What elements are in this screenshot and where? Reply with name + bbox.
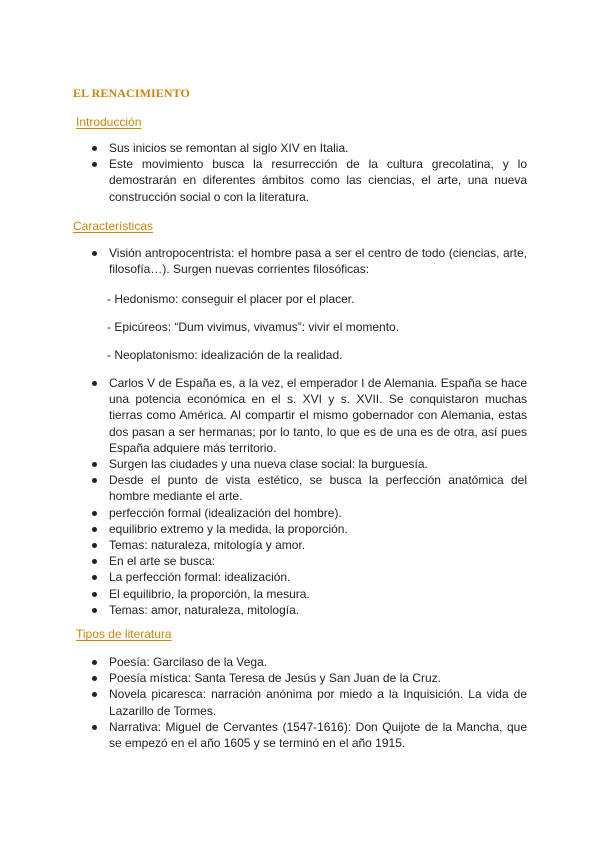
sub-item-neoplatonismo: - Neoplatonismo: idealización de la realidad. [107, 348, 343, 362]
list-item: perfección formal (idealización del hombre). [96, 505, 527, 521]
list-item: Carlos V de España es, a la vez, el emperador I de Alemania. España se hace una potencia económica en el s. XVI y s. XVII. Se conquistaron muchas tierras como América. Al compartir el mismo gobernador con Alemania, estas dos pasan a ser hermanas; por lo tanto, lo que es de una es de otra, así pues España adquiere más territorio. [96, 375, 527, 456]
list-item: Desde el punto de vista estético, se busca la perfección anatómica del hombre mediante el arte. [96, 472, 527, 504]
list-item: Sus inicios se remontan al siglo XIV en Italia. [96, 140, 527, 156]
heading-tipos-literatura: Tipos de literatura [76, 627, 172, 641]
heading-introduccion: Introducción [76, 115, 142, 129]
list-introduccion [96, 140, 527, 205]
list-caracteristicas-intro [96, 245, 527, 277]
list-item: El equilibrio, la proporción, la mesura. [96, 586, 527, 602]
list-caracteristicas [96, 375, 527, 618]
list-item: Temas: naturaleza, mitología y amor. [96, 537, 527, 553]
list-item: Novela picaresca: narración anónima por miedo a la Inquisición. La vida de Lazarillo de Tormes. [96, 686, 527, 718]
list-item: La perfección formal: idealización. [96, 569, 527, 585]
sub-item-epicureos: - Epicúreos: “Dum vivimus, vivamus”: vivir el momento. [107, 320, 400, 334]
list-item: Narrativa: Miguel de Cervantes (1547-1616): Don Quijote de la Mancha, que se empezó en el año 1605 y se terminó en el año 1915. [96, 719, 527, 751]
list-tipos-literatura [96, 654, 527, 751]
list-item: Visión antropocentrista: el hombre pasa a ser el centro de todo (ciencias, arte, filosofía…). Surgen nuevas corrientes filosóficas: [96, 245, 527, 277]
list-item: Surgen las ciudades y una nueva clase social: la burguesía. [96, 456, 527, 472]
sub-item-hedonismo: - Hedonismo: conseguir el placer por el placer. [107, 292, 355, 306]
list-item: equilibrio extremo y la medida, la proporción. [96, 521, 527, 537]
heading-caracteristicas: Características [73, 219, 154, 233]
list-item: Este movimiento busca la resurrección de la cultura grecolatina, y lo demostrarán en diferentes ámbitos como las ciencias, el arte, una nueva construcción social o con la literatura. [96, 156, 527, 205]
document-title: EL RENACIMIENTO [73, 86, 190, 100]
list-item: Temas: amor, naturaleza, mitología. [96, 602, 527, 618]
list-item: En el arte se busca: [96, 553, 527, 569]
list-item: Poesía: Garcilaso de la Vega. [96, 654, 527, 670]
list-item: Poesía mística: Santa Teresa de Jesús y San Juan de la Cruz. [96, 670, 527, 686]
